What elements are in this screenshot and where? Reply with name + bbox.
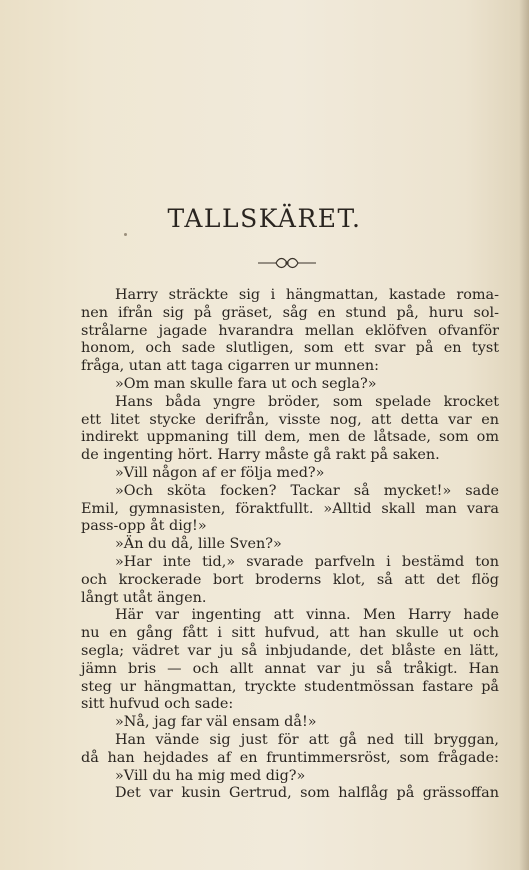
text-line: Här var ingenting att vinna. Men Harry hade — [115, 607, 499, 624]
text-line: segla; vädret var ju så inbjudande, det blåste en lätt, — [81, 642, 499, 659]
text-line: »Om man skulle fara ut och segla?» — [115, 375, 377, 392]
text-line: »Och sköta focken? Tackar så mycket!» sade — [115, 482, 499, 499]
text-line: »Nå, jag far väl ensam då!» — [115, 714, 317, 731]
text-line: »Vill någon af er följa med?» — [115, 464, 325, 481]
page-edge-shadow — [519, 0, 529, 870]
text-line: steg ur hängmattan, tryckte studentmössan fastare på — [81, 678, 499, 695]
text-line: Han vände sig just för att gå ned till bryggan, — [115, 731, 499, 748]
text-line: honom, och sade slutligen, som ett svar på en tyst — [81, 340, 499, 357]
body-text — [81, 287, 499, 803]
text-line: jämn bris — och allt annat var ju så tråkigt. Han — [81, 660, 499, 677]
divider-ornament — [258, 254, 316, 272]
text-line: »Har inte tid,» svarade parfveln i bestämd ton — [115, 553, 499, 570]
text-line: de ingenting hört. Harry måste gå rakt på saken. — [81, 447, 440, 464]
text-line: pass-opp åt dig!» — [81, 518, 207, 535]
text-line: långt utåt ängen. — [81, 589, 207, 606]
text-line: indirekt uppmaning till dem, men de låtsade, som om — [81, 429, 499, 446]
text-line: och krockerade bort broderns klot, så att det flög — [81, 571, 499, 588]
text-line: strålarne jagade hvarandra mellan eklöfven ofvanför — [81, 322, 499, 339]
text-line: Harry sträckte sig i hängmattan, kastade roma- — [115, 287, 499, 303]
text-line: ett litet stycke derifrån, visste nog, att detta var en — [81, 411, 499, 428]
text-line: Hans båda yngre bröder, som spelade krocket — [115, 393, 499, 410]
paper-speck — [124, 233, 127, 236]
text-line: fråga, utan att taga cigarren ur munnen: — [81, 358, 380, 375]
text-line: då han hejdades af en fruntimmersröst, som frågade: — [81, 749, 499, 766]
text-line: »Än du då, lille Sven?» — [115, 536, 282, 553]
text-line: sitt hufvud och sade: — [81, 696, 234, 713]
text-line: Emil, gymnasisten, föraktfullt. »Alltid skall man vara — [81, 500, 499, 517]
text-line: nen ifrån sig på gräset, såg en stund på, huru sol- — [81, 304, 499, 321]
text-line: »Vill du ha mig med dig?» — [115, 767, 306, 784]
chapter-title: TALLSKÄRET. — [167, 204, 362, 233]
text-line: nu en gång fått i sitt hufvud, att han skulle ut och — [81, 625, 499, 642]
text-line: Det var kusin Gertrud, som halflåg på grässoffan — [115, 785, 499, 802]
